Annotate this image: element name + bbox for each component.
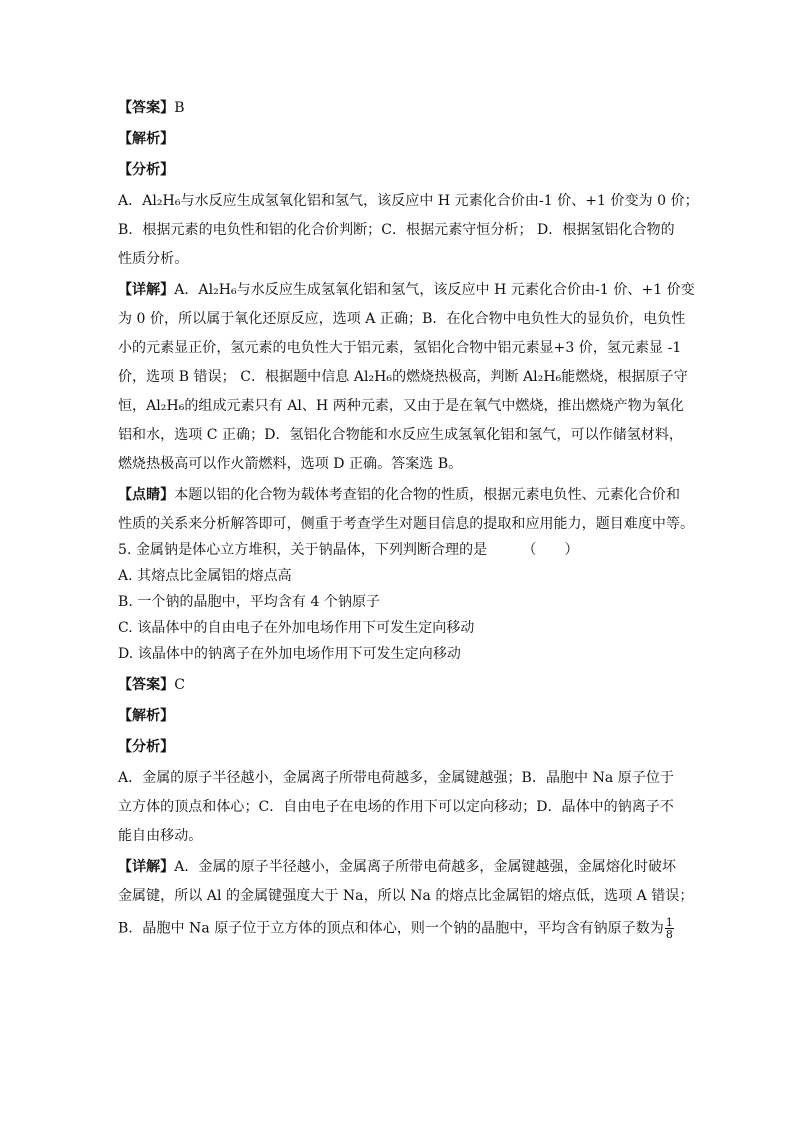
- answer-tag: 【答案】: [118, 677, 175, 693]
- q5-detail-line-2: 金属键，所以 Al 的金属键强度大于 Na，所以 Na 的熔点比金属铝的熔点低，选项 A 错误；: [118, 888, 694, 904]
- answer-tag: 【答案】: [118, 100, 175, 116]
- q5-option-d: D. 该晶体中的钠离子在外加电场作用下可发生定向移动: [118, 646, 461, 662]
- q5-analysis-line-2: 立方体的顶点和体心；C．自由电子在电场的作用下可以定向移动；D．晶体中的钠离子不: [118, 799, 674, 815]
- q5-fenxi-heading: 【分析】: [118, 739, 175, 755]
- q4-analysis-line-3: 性质分析。: [118, 251, 189, 267]
- q4-answer-line: [118, 100, 678, 116]
- q4-detail-line-7: 燃烧热极高可以作火箭燃料，选项 D 正确。答案选 B。: [118, 456, 463, 472]
- comment-tag: 【点睛】: [118, 487, 175, 503]
- q5-option-a: A. 其熔点比金属铝的熔点高: [118, 568, 292, 584]
- q5-option-c: C. 该晶体中的自由电子在外加电场作用下可发生定向移动: [118, 620, 475, 636]
- q4-detail-line-3: 小的元素显正价，氢元素的电负性大于铝元素，氢铝化合物中铝元素显+3 价，氢元素显 -1: [118, 340, 682, 356]
- q4-analysis-line-1: A．Al₂H₆与水反应生成氢氧化铝和氢气，该反应中 H 元素化合价由-1 价、+1 价变为 0 价；: [118, 193, 699, 209]
- detail-tag: 【详解】: [118, 282, 175, 298]
- answer-value: B: [174, 100, 185, 116]
- comment-text: 本题以铝的化合物为载体考查铝的化合物的性质，根据元素电负性、元素化合价和: [174, 487, 681, 503]
- answer-value: C: [174, 677, 185, 693]
- q5-detail-line-3: [118, 916, 678, 941]
- fraction: [665, 917, 674, 940]
- q4-detail-line-5: 恒，Al₂H₆的组成元素只有 Al、H 两种元素，又由于是在氧气中燃烧，推出燃烧产物为氧化: [118, 398, 684, 414]
- detail-text: A．Al₂H₆与水反应生成氢氧化铝和氢气，该反应中 H 元素化合价由-1 价、+1 价变: [174, 282, 695, 298]
- detail-text: A．金属的原子半径越小，金属离子所带电荷越多，金属键越强，金属熔化时破坏: [174, 859, 677, 875]
- detail-tag: 【详解】: [118, 859, 175, 875]
- q5-stem: 5. 金属钠是体心立方堆积，关于钠晶体，下列判断合理的是 （ ）: [118, 542, 579, 558]
- q5-option-b: B. 一个钠的晶胞中，平均含有 4 个钠原子: [118, 594, 381, 610]
- q4-jiexi-heading: 【解析】: [118, 131, 175, 147]
- q4-detail-line-4: 价，选项 B 错误； C．根据题中信息 Al₂H₆的燃烧热极高，判断 Al₂H₆能燃烧，根据原子守: [118, 369, 688, 385]
- q4-analysis-line-2: B．根据元素的电负性和铝的化合价判断；C．根据元素守恒分析； D．根据氢铝化合物的: [118, 222, 675, 238]
- fraction-denominator: 8: [665, 928, 673, 941]
- q4-detail-line-1: [118, 282, 695, 298]
- q4-comment-line-1: [118, 487, 681, 503]
- q4-fenxi-heading: 【分析】: [118, 162, 175, 178]
- q4-comment-line-2: 性质的关系来分析解答即可，侧重于考查学生对题目信息的提取和应用能力，题目难度中等。: [118, 516, 695, 532]
- q4-detail-line-6: 铝和水，选项 C 正确；D．氢铝化合物能和水反应生成氢氧化铝和氢气，可以作储氢材料，: [118, 427, 683, 443]
- q5-answer-line: [118, 677, 678, 693]
- detail-text: B．晶胞中 Na 原子位于立方体的顶点和体心，则一个钠的晶胞中，平均含有钠原子数为: [118, 920, 664, 937]
- q5-analysis-line-3: 能自由移动。: [118, 828, 203, 844]
- q5-detail-line-1: [118, 859, 678, 875]
- fraction-numerator: 1: [665, 916, 673, 929]
- q4-detail-line-2: 为 0 价，所以属于氧化还原反应，选项 A 正确；B．在化合物中电负性大的显负价，电负性: [118, 311, 686, 327]
- document-content: [118, 100, 699, 941]
- q5-jiexi-heading: 【解析】: [118, 708, 175, 724]
- q5-analysis-line-1: A．金属的原子半径越小，金属离子所带电荷越多，金属键越强；B．晶胞中 Na 原子位于: [118, 770, 674, 786]
